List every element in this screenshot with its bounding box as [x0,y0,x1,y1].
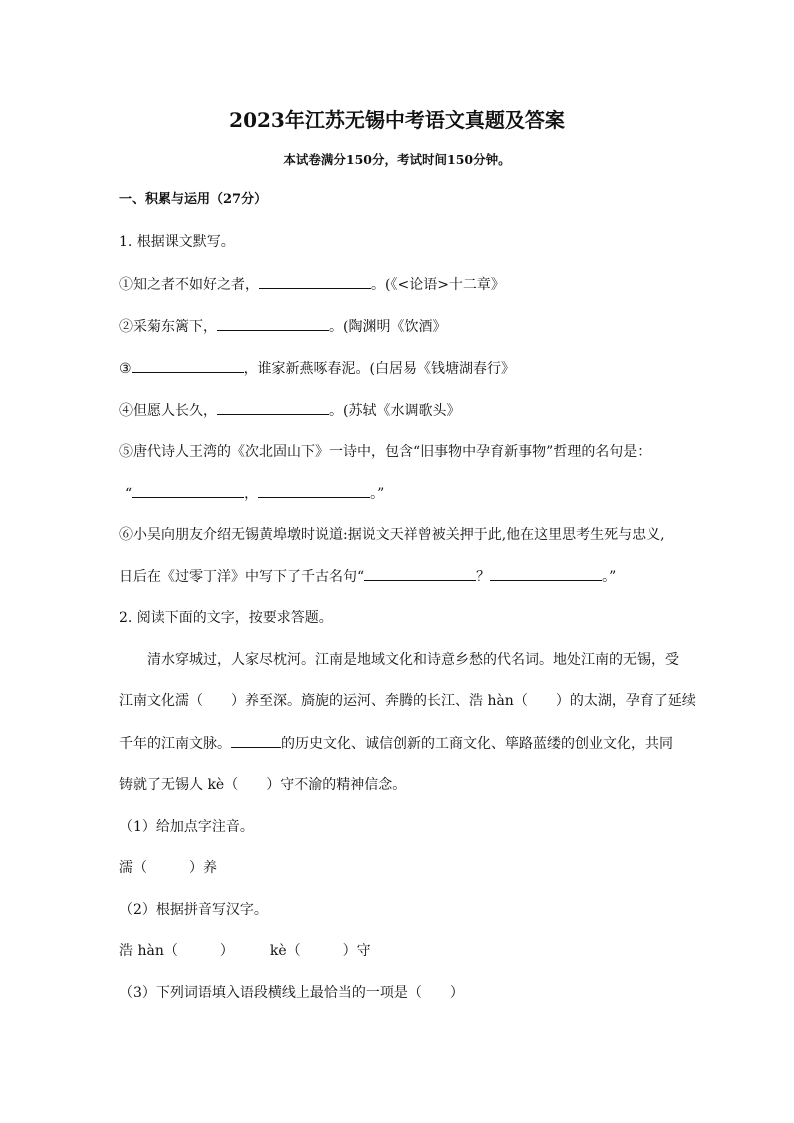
answer-blank[interactable] [258,483,370,498]
exam-info: 本试卷满分150分，考试时间150分钟。 [283,152,511,167]
page-title: 2023年江苏无锡中考语文真题及答案 [229,108,565,132]
q1-item-1-pre: ①知之者不如好之者， [119,277,259,293]
sub-question-2: （2）根据拼音写汉字。 [119,902,268,918]
q1-item-2-pre: ②采菊东篱下， [119,319,217,335]
q1-item-4-pre: ④但愿人长久， [119,403,217,419]
close-quote: 。” [370,486,385,502]
passage-line-4: 铸就了无锡人 kè（ ）守不渝的精神信念。 [119,777,407,793]
passage-line-2: 江南文化濡（ ）养至深。旖旎的运河、奔腾的长江、浩 hàn（ ）的太湖，孕育了延续 [119,693,696,709]
q1-item-2 [119,316,446,337]
sub-question-3: （3）下列词语填入语段横线上最恰当的一项是（ ） [119,985,464,1001]
sub-question-1: （1）给加点字注音。 [119,819,254,835]
passage-line-1: 清水穿城过，人家尽枕河。江南是地域文化和诗意乡愁的代名词。地处江南的无锡，受 [147,652,679,668]
q1-item-5: ⑤唐代诗人王湾的《次北固山下》一诗中，包含“旧事物中孕育新事物”哲理的名句是： [119,444,652,460]
answer-blank[interactable] [364,566,476,581]
answer-han[interactable]: 浩 hàn（ ） [119,943,234,959]
section-heading: 一、积累与运用（27分） [119,192,268,207]
q1-item-4-post: 。(苏轼《水调歌头》 [329,403,461,419]
answer-blank[interactable] [217,316,329,331]
q1-item-1-post: 。(《<论语>十二章》 [371,277,505,293]
q1-item-3-pre: ③ [119,361,132,377]
q1-item-2-post: 。(陶渊明《饮酒》 [329,319,447,335]
sub-question-1-answer[interactable]: 濡（ ）养 [119,860,217,876]
q1-item-4 [119,400,460,421]
q1-item-6-pre: 日后在《过零丁洋》中写下了千古名句“ [119,569,365,585]
q1-item-3-post: ，谁家新燕啄春泥。(白居易《钱塘湖春行》 [243,361,516,377]
sub-question-2-answers [119,941,371,961]
q1-item-3 [119,358,515,379]
close-quote: 。” [602,569,617,585]
comma: ， [244,486,259,502]
q1-item-5-answer [125,483,384,504]
answer-blank[interactable] [259,274,371,289]
answer-blank[interactable] [217,400,329,415]
answer-blank[interactable] [132,483,244,498]
answer-ke[interactable]: kè（ ）守 [269,943,371,959]
question-1-stem: 1. 根据课文默写。 [119,234,235,250]
answer-blank[interactable] [490,566,602,581]
question-2-stem: 2. 阅读下面的文字，按要求答题。 [119,610,333,626]
open-quote: “ [125,486,133,502]
q1-item-6-answer [119,566,616,587]
passage-line-3-post: 的历史文化、诚信创新的工商文化、筚路蓝缕的创业文化，共同 [281,736,673,752]
answer-blank[interactable] [132,358,244,373]
q1-item-1 [119,274,505,295]
passage-line-3 [119,733,673,754]
q1-item-6: ⑥小吴向朋友介绍无锡黄埠墩时说道:据说文天祥曾被关押于此,他在这里思考生死与忠义, [119,527,665,543]
passage-line-3-pre: 千年的江南文脉。 [119,736,231,752]
question-mark: ？ [476,569,491,585]
answer-blank[interactable] [231,733,281,748]
